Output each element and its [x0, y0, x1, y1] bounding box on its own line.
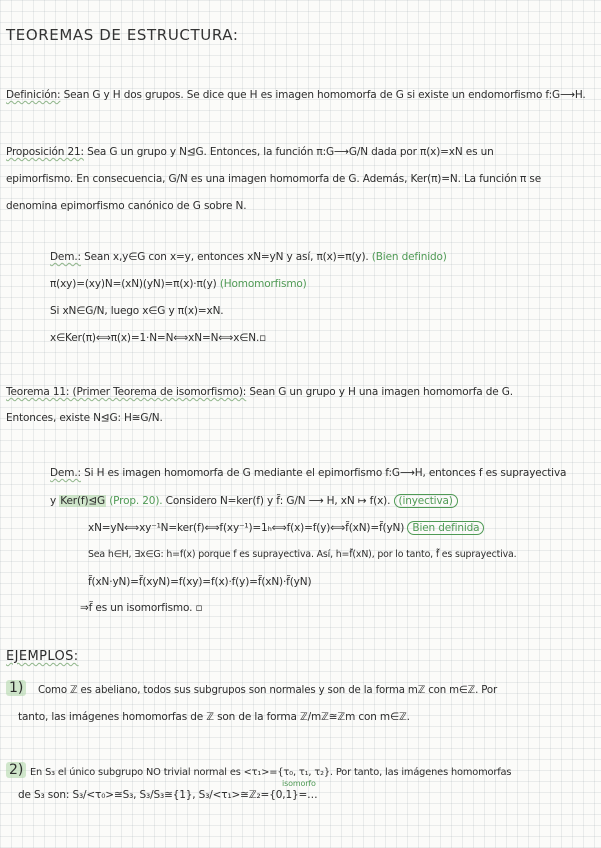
proposition-line-3	[6, 199, 246, 213]
definition-label: Definición:	[6, 89, 61, 101]
example-1-line-2	[18, 710, 410, 724]
example-1-number: 1)	[6, 680, 26, 696]
proof1-label: Dem.:	[50, 251, 81, 263]
example-1-text-1: Como ℤ es abeliano, todos sus subgrupos son normales y son de la forma mℤ con m∈ℤ. Por	[38, 685, 498, 696]
page-title	[6, 28, 238, 42]
definition-block	[6, 88, 586, 102]
proof2-note-well-defined: Bien definida	[407, 521, 484, 535]
proof2-prop-ref: (Prop. 20).	[109, 495, 163, 507]
definition-text: Sean G y H dos grupos. Se dice que H es imagen homomorfa de G si existe un endomorfismo f:G⟶H.	[60, 89, 586, 101]
proposition-line-1	[6, 145, 494, 159]
proof1-text-3: Si xN∈G/N, luego x∈G y π(x)=xN.	[50, 305, 224, 317]
title-text: TEOREMAS DE ESTRUCTURA:	[6, 26, 239, 44]
proof2-text-6: ⇒f̃ es un isomorfismo. ▫	[80, 602, 203, 614]
proof2-line-6	[80, 601, 202, 615]
theorem-line-1	[6, 385, 513, 399]
proof2-text-4: Sea h∈H, ∃x∈G: h=f(x) porque f es suprayectiva. Así, h=f̃(xN), por lo tanto, f̃ es suprayectiva.	[88, 549, 517, 560]
example-1-line-1	[38, 684, 497, 698]
proposition-text-2: epimorfismo. En consecuencia, G/N es una imagen homomorfa de G. Además, Ker(π)=N. La función π se	[6, 173, 542, 185]
example-1-text-2: tanto, las imágenes homomorfas de ℤ son de la forma ℤ/mℤ≅ℤm con m∈ℤ.	[18, 711, 410, 723]
theorem-text-2: Entonces, existe N⊴G: H≅G/N.	[6, 412, 163, 424]
examples-heading	[6, 650, 79, 664]
example-2-line-2	[18, 788, 318, 802]
proof1-line-2	[50, 277, 307, 291]
examples-heading-text: EJEMPLOS:	[6, 649, 79, 664]
proof2-line-1	[50, 466, 566, 480]
proof2-line-2	[50, 494, 458, 508]
proof2-text-2b: Considero N=ker(f) y f̃: G/N ⟶ H, xN ↦ f(x).	[162, 495, 391, 507]
proof1-line-3	[50, 304, 223, 318]
example-2-line-1	[30, 766, 511, 780]
proof2-kernel-normal: Ker(f)⊴G	[60, 495, 106, 507]
theorem-label: Teorema 11: (Primer Teorema de isomorfismo):	[6, 386, 247, 398]
proof2-note-injective: (inyectiva)	[394, 494, 458, 508]
proof1-note-homomorphism: (Homomorfismo)	[219, 278, 307, 290]
proof2-label: Dem.:	[50, 467, 81, 479]
proof2-text-5: f̃(xN·yN)=f̃(xyN)=f(xy)=f(x)·f(y)=f̃(xN)·f̃(yN)	[88, 576, 312, 588]
proposition-line-2	[6, 172, 541, 186]
theorem-text-1: Sean G un grupo y H una imagen homomorfa de G.	[246, 386, 513, 398]
proof2-line-3	[88, 521, 484, 535]
example-2-text-2: de S₃ son: S₃/<τ₀>≅S₃, S₃/S₃≅{1}, S₃/<τ₁>≅ℤ₂={0,1}=…	[18, 789, 318, 801]
proof1-text-1: Sean x,y∈G con x=y, entonces xN=yN y así, π(x)=π(y).	[80, 251, 369, 263]
proof2-text-1: Si H es imagen homomorfa de G mediante el epimorfismo f:G⟶H, entonces f es suprayectiva	[80, 467, 567, 479]
proof2-text-3: xN=yN⟺xy⁻¹N=ker(f)⟺f(xy⁻¹)=1ₕ⟺f(x)=f(y)⟺f̃(xN)=f̃(yN)	[88, 522, 405, 534]
proof2-line-4	[88, 548, 516, 562]
theorem-line-2	[6, 411, 163, 425]
proof1-line-4	[50, 331, 266, 345]
proposition-text-3: denomina epimorfismo canónico de G sobre N.	[6, 200, 247, 212]
example-2-iso-note-text: isomorfo	[282, 779, 316, 788]
proof1-line-1	[50, 250, 447, 264]
proposition-label: Proposición 21:	[6, 146, 84, 158]
proof1-text-4: x∈Ker(π)⟺π(x)=1·N=N⟺xN=N⟺x∈N.▫	[50, 332, 267, 344]
example-2-number: 2)	[6, 762, 26, 778]
proof2-text-2a: y	[50, 495, 60, 507]
proof1-text-2: π(xy)=(xy)N=(xN)(yN)=π(x)·π(y)	[50, 278, 217, 290]
proof2-line-5	[88, 575, 311, 589]
proposition-text-1: Sea G un grupo y N⊴G. Entonces, la función π:G⟶G/N dada por π(x)=xN es un	[83, 146, 494, 158]
example-2-text-1: En S₃ el único subgrupo NO trivial normal es <τ₁>={τ₀, τ₁, τ₂}. Por tanto, las imágenes homomorfas	[30, 767, 512, 778]
proof1-note-well-defined: (Bien definido)	[371, 251, 447, 263]
